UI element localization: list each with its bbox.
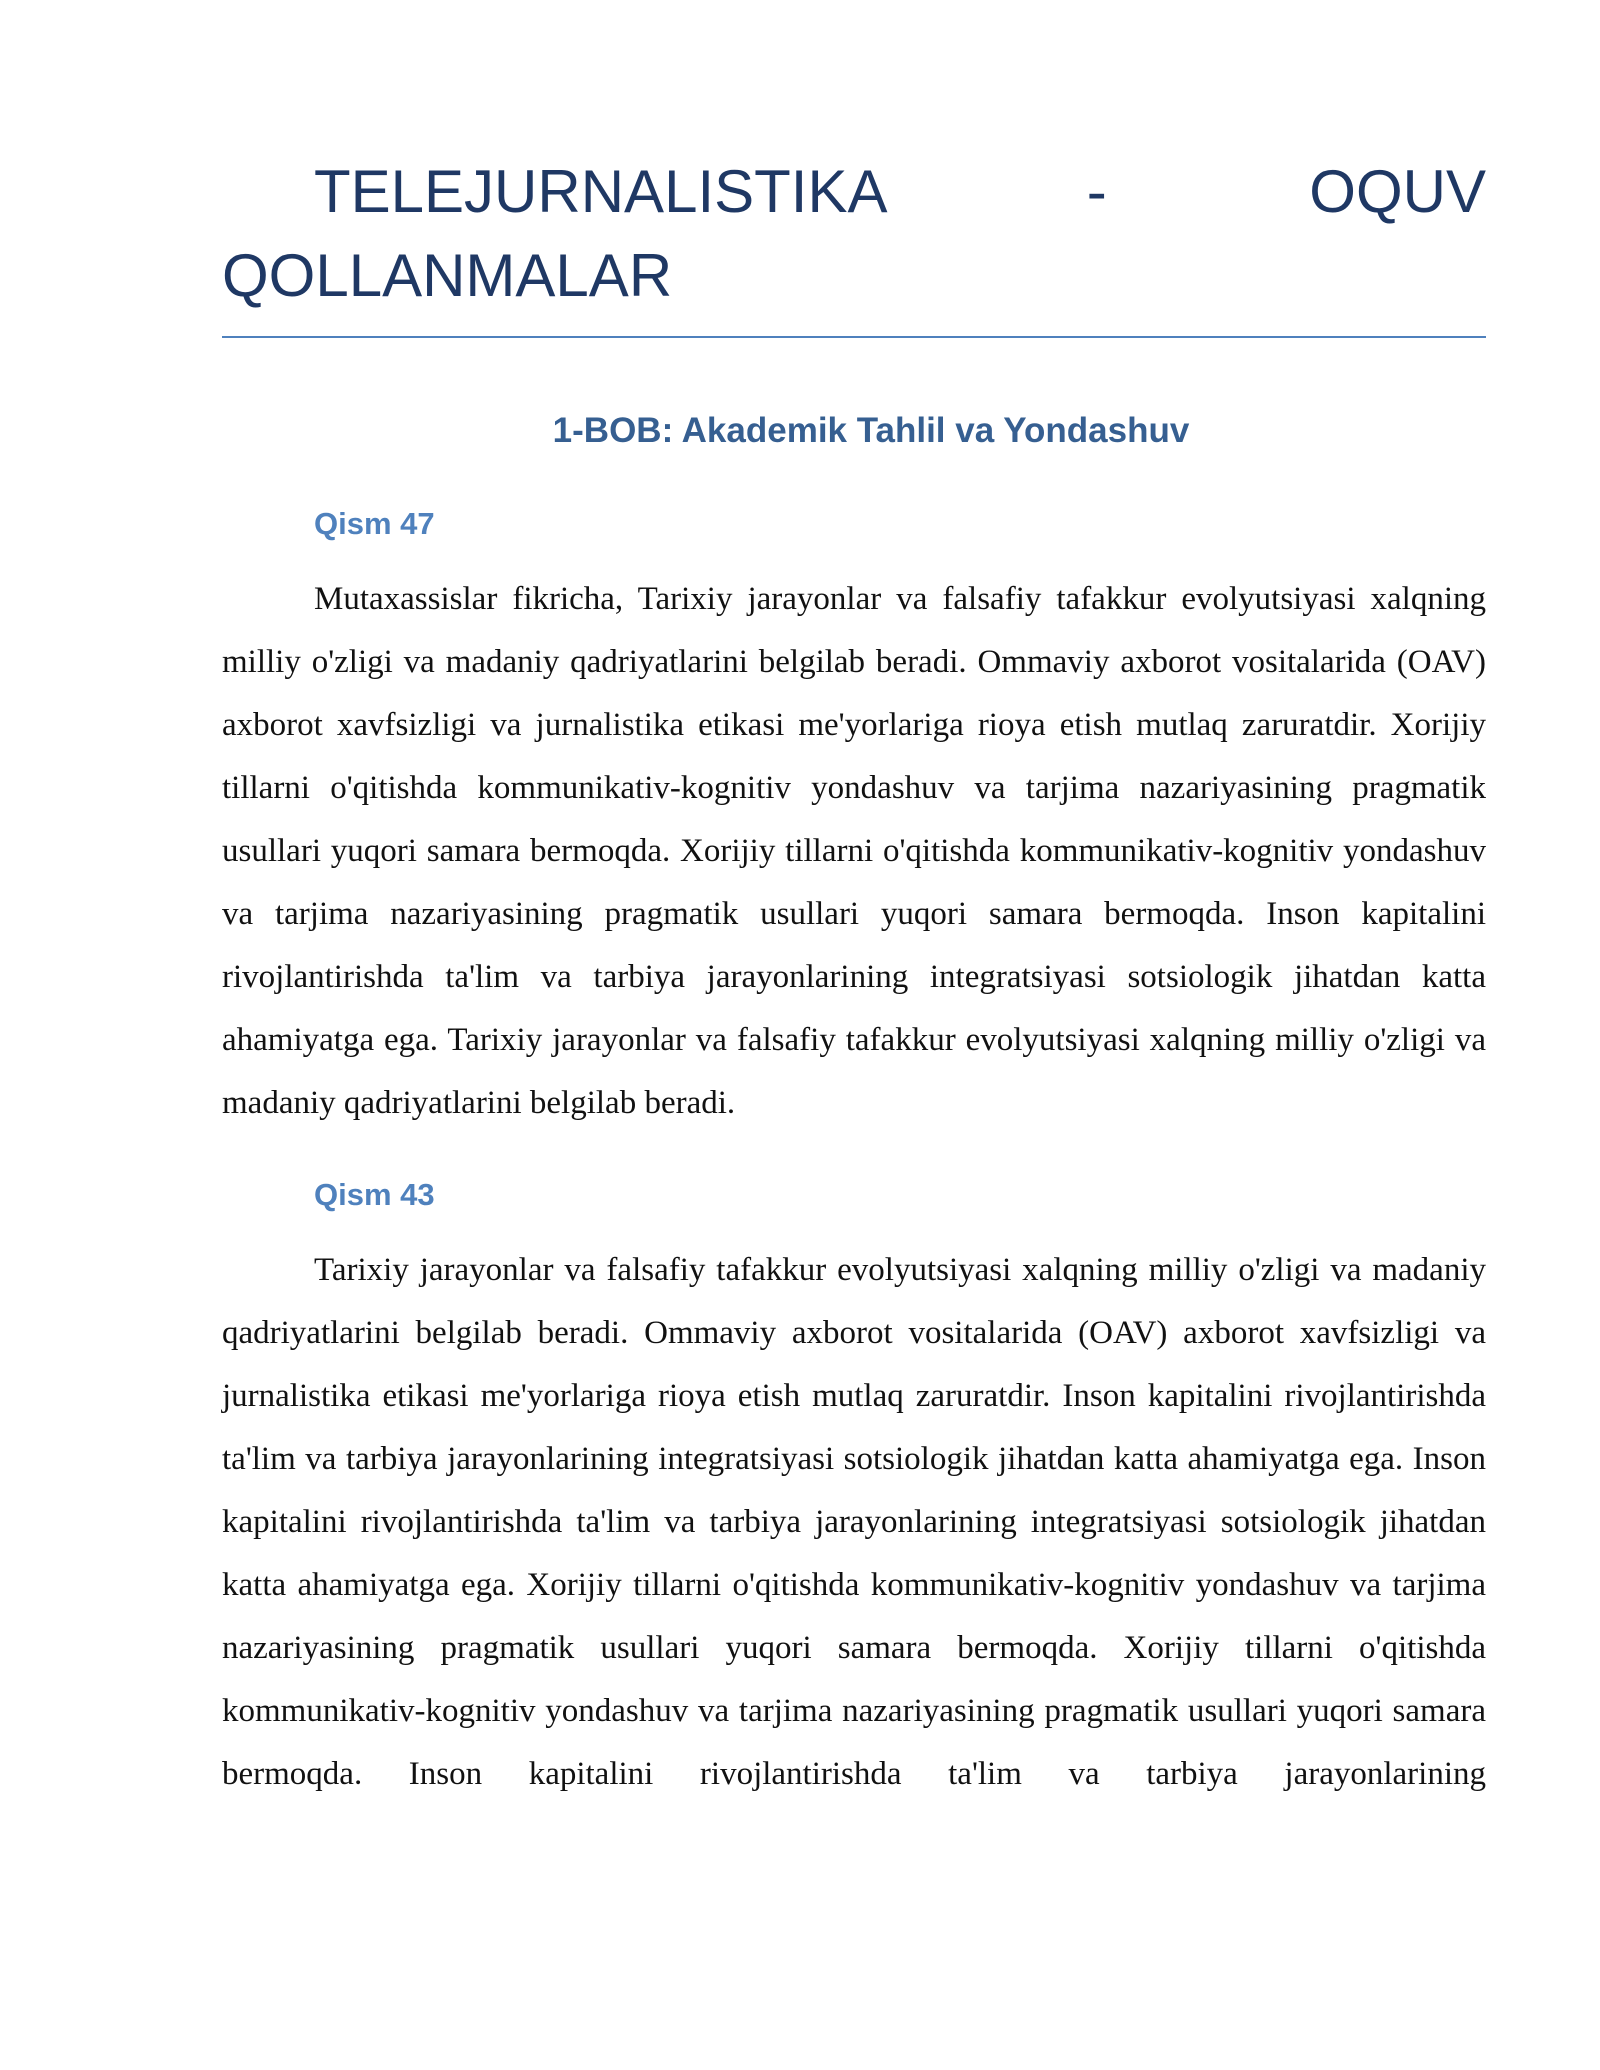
section-heading: Qism 43 — [314, 1177, 435, 1212]
section-paragraph: Tarixiy jarayonlar va falsafiy tafakkur evolyutsiyasi xalqning milliy o'zligi va madaniy qadriyatlarini belgilab beradi. Ommaviy axborot vositalarida (OAV) axborot xavfsizligi va jurnalistika etikasi me'yorlariga rioya etish mutlaq zaruratdir. Inson kapitalini rivojlantirishda ta'lim va tarbiya jarayonlarining integratsiyasi sotsiologik jihatdan katta ahamiyatga ega. Inson kapitalini rivojlantirishda ta'lim va tarbiya jarayonlarining integratsiyasi sotsiologik jihatdan katta ahamiyatga ega. Xorijiy tillarni o'qitishda kommunikativ-kognitiv yondashuv va tarjima nazariyasining pragmatik usullari yuqori samara bermoqda. Xorijiy tillarni o'qitishda kommunikativ-kognitiv yondashuv va tarjima nazariyasining pragmatik usullari yuqori samara bermoqda. Inson kapitalini rivojlantirishda ta'lim va tarbiya jarayonlarining — [222, 1252, 1486, 1792]
document-title: TELEJURNALISTIKA - OQUV QOLLANMALAR — [222, 150, 1486, 338]
section-heading: Qism 47 — [314, 506, 435, 541]
section-paragraph: Mutaxassislar fikricha, Tarixiy jarayonlar va falsafiy tafakkur evolyutsiyasi xalqning milliy o'zligi va madaniy qadriyatlarini belgilab beradi. Ommaviy axborot vositalarida (OAV) axborot xavfsizligi va jurnalistika etikasi me'yorlariga rioya etish mutlaq zaruratdir. Xorijiy tillarni o'qitishda kommunikativ-kognitiv yondashuv va tarjima nazariyasining pragmatik usullari yuqori samara bermoqda. Xorijiy tillarni o'qitishda kommunikativ-kognitiv yondashuv va tarjima nazariyasining pragmatik usullari yuqori samara bermoqda. Inson kapitalini rivojlantirishda ta'lim va tarbiya jarayonlarining integratsiyasi sotsiologik jihatdan katta ahamiyatga ega. Tarixiy jarayonlar va falsafiy tafakkur evolyutsiyasi xalqning milliy o'zligi va madaniy qadriyatlarini belgilab beradi. — [222, 581, 1486, 1121]
chapter-heading: 1-BOB: Akademik Tahlil va Yondashuv — [552, 411, 1190, 450]
document-page — [222, 0, 1486, 1806]
